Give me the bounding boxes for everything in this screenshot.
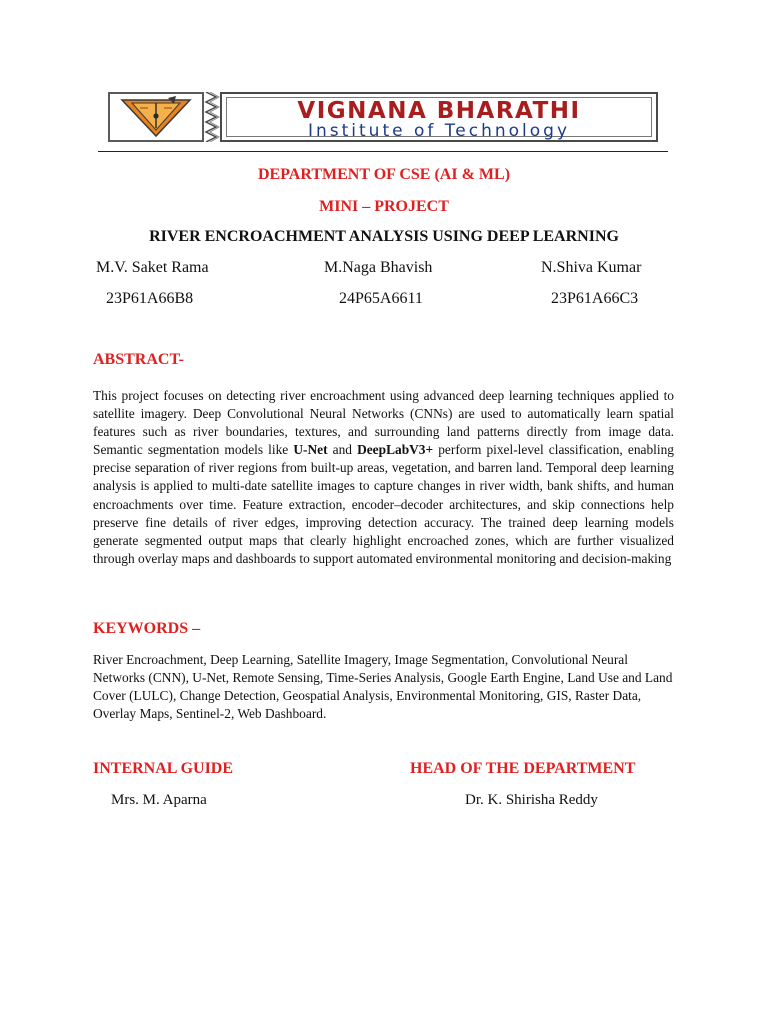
- student-roll-number: 23P61A66B8: [106, 290, 194, 307]
- abstract-heading: ABSTRACT-: [93, 351, 184, 368]
- institute-name: VIGNANA BHARATHI: [297, 98, 581, 124]
- institute-logo: [108, 92, 204, 142]
- abstract-paragraph: This project focuses on detecting river encroachment using advanced deep learning techniques applied to satellite imagery. Deep Convolutional Neural Networks (CNNs) are used to automatically learn spatial features such as river boundaries, textures, and surrounding land patterns directly from image data. Semantic segmentation models like U-Net and DeepLabV3+ perform pixel-level classification, enabling precise separation of river regions from built-up areas, vegetation, and barren land. Temporal deep learning analysis is applied to multi-date satellite images to capture changes in river width, bank shifts, and human encroachments over time. Feature extraction, encoder–decoder architectures, and skip connections help preserve fine details of river edges, improving detection accuracy. The trained deep learning models generate segmented output maps that clearly highlight encroached zones, which are further visualized through overlay maps and dashboards to support automated environmental monitoring and decision-making: [93, 388, 674, 566]
- project-title: RIVER ENCROACHMENT ANALYSIS USING DEEP LEARNING: [149, 228, 619, 245]
- pen-nib-logo-icon: [110, 94, 202, 140]
- department-heading: DEPARTMENT OF CSE (AI & ML): [257, 166, 511, 183]
- project-type-heading: MINI – PROJECT: [319, 198, 449, 215]
- model-name-bold: DeepLabV3+: [357, 442, 434, 458]
- student-roll-number: 23P61A66C3: [551, 290, 639, 307]
- model-name-bold: U-Net: [293, 442, 328, 458]
- institute-name-box: [220, 92, 658, 142]
- internal-guide-name: Mrs. M. Aparna: [111, 792, 207, 808]
- hod-heading: HEAD OF THE DEPARTMENT: [410, 760, 636, 777]
- student-roll-number: 24P65A6611: [339, 290, 423, 307]
- internal-guide-heading: INTERNAL GUIDE: [93, 760, 234, 777]
- keywords-paragraph: River Encroachment, Deep Learning, Satellite Imagery, Image Segmentation, Convolutional Neural Networks (CNN), U-Net, Remote Sensing, Time-Series Analysis, Google Earth Engine, Land Use and Land Cover (LULC), Change Detection, Geospatial Analysis, Environmental Monitoring, GIS, Raster Data, Overlay Maps, Sentinel-2, Web Dashboard.: [93, 652, 673, 722]
- institute-header: [108, 92, 658, 142]
- decorative-zigzag-icon: [204, 92, 220, 142]
- student-name: M.Naga Bhavish: [324, 259, 433, 276]
- institute-subtitle: Institute of Technology: [307, 121, 571, 141]
- keywords-heading: KEYWORDS –: [93, 620, 201, 637]
- header-divider: [98, 151, 668, 152]
- hod-name: Dr. K. Shirisha Reddy: [465, 792, 598, 808]
- student-name: N.Shiva Kumar: [541, 259, 642, 276]
- student-name: M.V. Saket Rama: [96, 259, 209, 276]
